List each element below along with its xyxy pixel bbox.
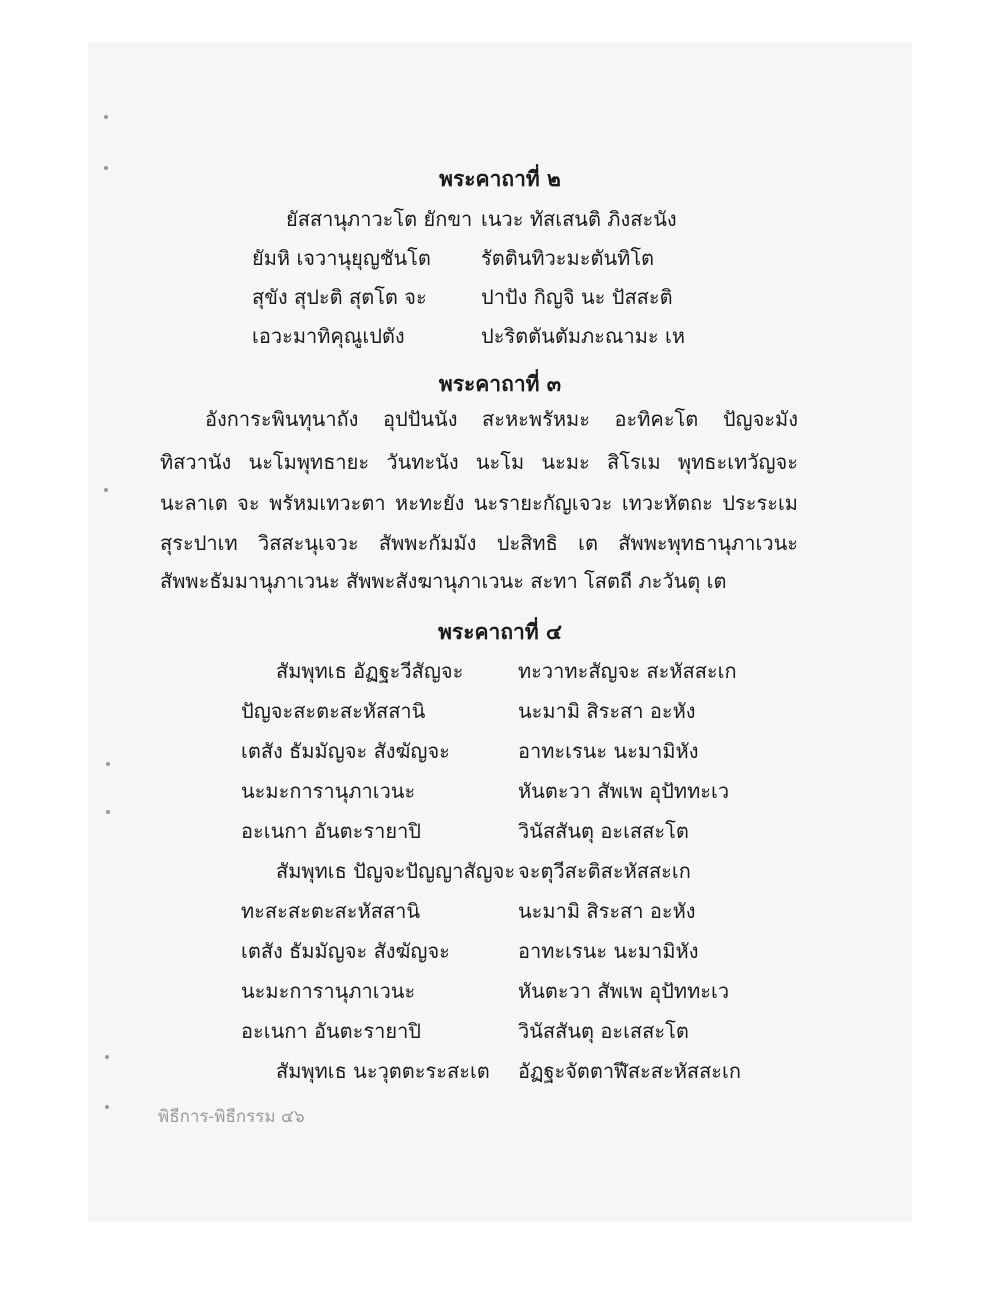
- scan-mark: [105, 1055, 109, 1059]
- section-heading: พระคาถาที่ ๔: [438, 619, 562, 644]
- paragraph-line: อังการะพินทุนาถัง อุปปันนัง สะหะพรัหมะ อะทิคะโต ปัญจะมัง: [205, 407, 798, 431]
- verse-left: สัมพุทเธ อัฏฐะวีสัญจะ: [276, 659, 464, 683]
- verse-left: สัมพุทเธ นะวุตตะระสะเต: [276, 1059, 490, 1083]
- section-heading: พระคาถาที่ ๒: [439, 166, 561, 191]
- verse-left: เอวะมาทิคุณูเปตัง: [252, 324, 405, 348]
- verse-left: นะมะการานุภาเวนะ: [241, 979, 416, 1003]
- verse-right: วินัสสันตุ อะเสสะโต: [518, 819, 689, 843]
- verse-right: ทะวาทะสัญจะ สะหัสสะเก: [518, 659, 737, 683]
- verse-right: หันตะวา สัพเพ อุปัททะเว: [518, 779, 730, 803]
- page-footer: พิธีการ-พิธีกรรม ๔๖: [158, 1107, 305, 1127]
- verse-left: ทะสะสะตะสะหัสสานิ: [241, 899, 421, 923]
- scan-mark: [105, 1105, 109, 1109]
- verse-left: สุขัง สุปะติ สุตโต จะ: [252, 285, 427, 309]
- scan-mark: [106, 762, 110, 766]
- verse-left: อะเนกา อันตะรายาปิ: [241, 1019, 421, 1043]
- verse-right: เนวะ ทัสเสนติ ภิงสะนัง: [481, 207, 677, 231]
- verse-right: นะมามิ สิระสา อะหัง: [518, 899, 696, 923]
- scan-mark: [106, 810, 110, 814]
- verse-left: เตสัง ธัมมัญจะ สังฆัญจะ: [241, 939, 450, 963]
- verse-right: นะมามิ สิระสา อะหัง: [518, 699, 696, 723]
- paragraph-line: ทิสวานัง นะโมพุทธายะ วันทะนัง นะโม นะมะ สิโรเม พุทธะเทวัญจะ: [160, 450, 798, 474]
- paragraph-line: สัพพะธัมมานุภาเวนะ สัพพะสังฆานุภาเวนะ สะทา โสตถี ภะวันตุ เต: [160, 569, 727, 593]
- verse-right: หันตะวา สัพเพ อุปัททะเว: [518, 979, 730, 1003]
- verse-left: เตสัง ธัมมัญจะ สังฆัญจะ: [241, 739, 450, 763]
- verse-left: นะมะการานุภาเวนะ: [241, 779, 416, 803]
- section-heading: พระคาถาที่ ๓: [438, 371, 562, 396]
- paragraph-line: สุระปาเท วิสสะนุเจวะ สัพพะกัมมัง ปะสิทธิ เต สัพพะพุทธานุภาเวนะ: [160, 531, 798, 555]
- verse-left: ยัสสานุภาวะโต ยักขา: [286, 207, 473, 231]
- scan-mark: [104, 115, 108, 119]
- verse-right: อาทะเรนะ นะมามิหัง: [518, 739, 699, 763]
- verse-left: ปัญจะสะตะสะหัสสานิ: [241, 699, 426, 723]
- verse-left: สัมพุทเธ ปัญจะปัญญาสัญจะ: [276, 859, 516, 883]
- verse-left: อะเนกา อันตะรายาปิ: [241, 819, 421, 843]
- verse-right: ปาปัง กิญจิ นะ ปัสสะติ: [481, 285, 673, 309]
- verse-right: วินัสสันตุ อะเสสะโต: [518, 1019, 689, 1043]
- verse-right: ปะริตตันตัมภะณามะ เห: [481, 324, 686, 348]
- verse-right: จะตุวีสะติสะหัสสะเก: [518, 859, 691, 883]
- paragraph-line: นะลาเต จะ พรัหมเทวะตา หะทะยัง นะรายะกัญเจวะ เทวะหัตถะ ประระเม: [160, 491, 798, 515]
- verse-left: ยัมหิ เจวานุยุญชันโต: [252, 246, 431, 270]
- verse-right: รัตตินทิวะมะตันทิโต: [481, 246, 655, 270]
- verse-right: อาทะเรนะ นะมามิหัง: [518, 939, 699, 963]
- scan-mark: [104, 488, 108, 492]
- verse-right: อัฏฐะจัตตาฬีสะสะหัสสะเก: [518, 1059, 741, 1083]
